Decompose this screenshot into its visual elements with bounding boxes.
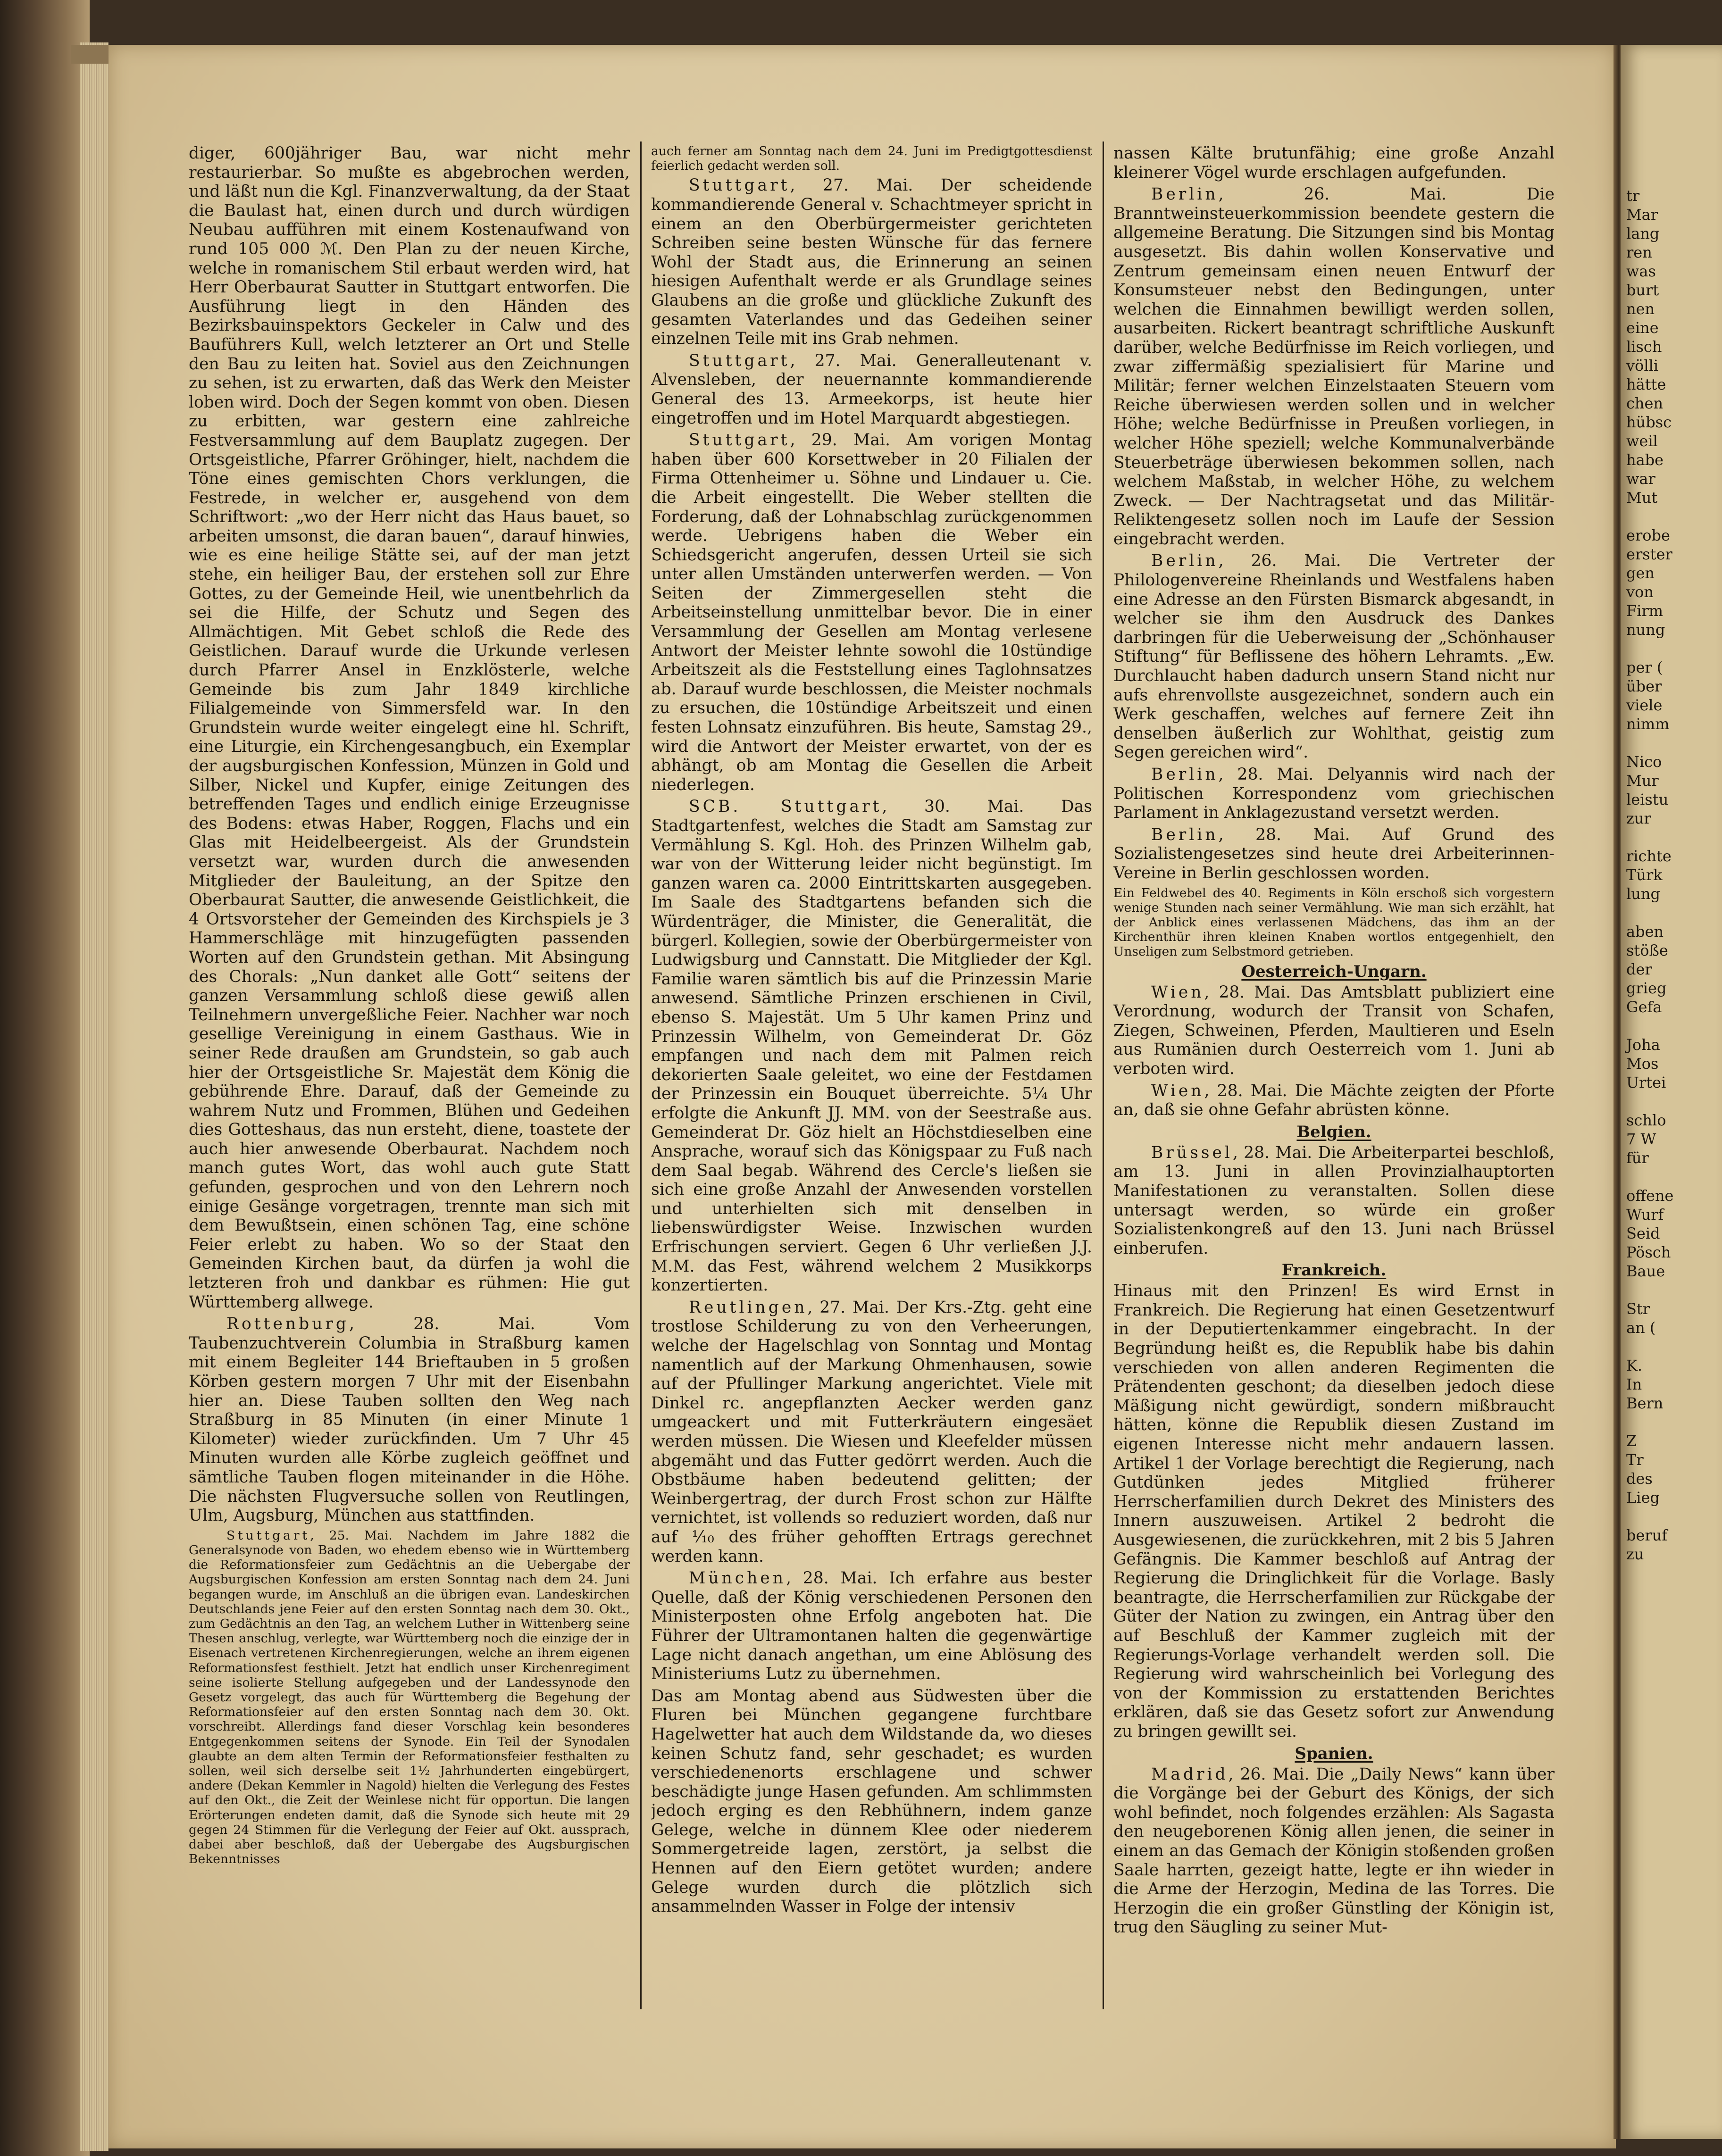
section-heading: Belgien. xyxy=(1296,1122,1371,1141)
article-paragraph xyxy=(1113,551,1555,762)
dateline: Wien xyxy=(1151,982,1204,1002)
next-page-line xyxy=(1626,1507,1673,1526)
dateline: Reutlingen xyxy=(689,1298,808,1317)
next-page-line xyxy=(1626,1337,1673,1356)
next-page-line: Nico xyxy=(1626,753,1662,771)
article-paragraph xyxy=(651,176,1092,348)
next-page-line: eine xyxy=(1626,319,1659,337)
next-page-line: tr xyxy=(1626,187,1640,205)
next-page-line: war xyxy=(1626,470,1655,488)
next-page-line: erster xyxy=(1626,545,1672,563)
article-text: , 26. Mai. Die „Daily News“ kann über die Vorgänge bei der Geburt des Königs, der sich wohl befindet, noch folgendes erzählen: Als Sagasta den neugeborenen König allen jenen, die seiner in einem an das Gemach der Königin stoßenden großen Saale harrten, gezeigt hatte, legte er ihn wieder in die Arme der Herzogin, Medina de las Torres. Die Herzogin die ein großer Günstling der Königin ist, trug den Säugling zu seiner Mut- xyxy=(1113,1765,1555,1937)
article-paragraph xyxy=(1113,1282,1555,1741)
article-text: diger, 600jähriger Bau, war nicht mehr restaurierbar. So mußte es abgebrochen werden, und läßt nun die Kgl. Finanzverwaltung, da der Staat die Baulast hat, einen durch und durch würdigen Neubau aufführen mit einem Kostenaufwand von rund 105 000 ℳ. Den Plan zu der neuen Kirche, welche in romanischem Stil erbaut werden wird, hat Herr Oberbaurat Sautter in Stuttgart entworfen. Die Ausführung liegt in den Händen des Bezirksbauinspektors Geckeler in Calw und des Bauführers Kull, welch letzterer an Ort und Stelle den Bau zu leiten hat. Soviel aus den Zeichnungen zu sehen, ist zu erwarten, daß das Werk den Meister loben wird. Doch der Segen kommt von oben. Diesen zu erbitten, war gestern eine zahlreiche Festversammlung auf dem Bauplatz zugegen. Der Ortsgeistliche, Pfarrer Gröhinger, hielt, nachdem die Töne eines gemischten Chors verklungen, die Festrede, in welcher er, ausgehend von dem Schriftwort: „wo der Herr nicht das Haus bauet, so arbeiten umsonst, die daran bauen“, darauf hinwies, wie es eine heilige Stätte sei, auf der man jetzt stehe, ein heiliger Bau, der erstehen soll zur Ehre Gottes, zu der Gemeinde Heil, wie unentbehrlich da sei die Hilfe, der Schutz und Segen des Allmächtigen. Mit Gebet schloß die Rede des Geistlichen. Darauf wurde die Urkunde verlesen durch Pfarrer Ansel in Enzklösterle, welche Gemeinde bis zum Jahr 1849 kirchliche Filialgemeinde von Simmersfeld war. In den Grundstein wurde weiter eingelegt eine hl. Schrift, eine Liturgie, ein Kirchengesangbuch, ein Exemplar der augsburgischen Konfession, Münzen in Gold und Silber, Nickel und Kupfer, einige Zeitungen des betreffenden Tages und endlich einige Erzeugnisse des Bodens: etwas Haber, Roggen, Flachs und ein Glas mit Heidelbeergeist. Als der Grundstein versetzt war, wurden durch die anwesenden Mitglieder der Bauleitung, an der Spitze den Oberbaurat Sautter, die anwesende Geistlichkeit, die 4 Ortsvorsteher der Gemeinden des Kirchspiels je 3 Hammerschläge mit hinzugefügten passenden Worten auf den Grundstein gethan. Mit Absingung des Chorals: „Nun danket alle Gott“ seitens der ganzen Versammlung schloß diese gewiß allen Teilnehmern unvergeßliche Feier. Nachher war noch gesellige Vereinigung in einem Gasthaus. Wie in seiner Rede draußen am Grundstein, so gab auch hier der Ortsgeistliche Sr. Majestät dem König die gebührende Ehre. Darauf, daß der Gemeinde zu wahrem Nutz und Frommen, Blühen und Gedeihen dies Gotteshaus, das nun ersteht, diene, toastete der auch hier anwesende Oberbaurat. Nachdem noch manch gutes Wort, das wohl auch gute Statt gefunden, gesprochen und von den Lehrern noch einige Gesänge vorgetragen, trennte man sich mit dem Bewußtsein, einen schönen Tag, eine schöne Feier erlebt zu haben. Wo so der Staat den Gemeinden Kirchen baut, da dürfen ja wohl die letzteren froh und dankbar es rühmen: Hie gut Württemberg allwege. xyxy=(189,144,630,1312)
next-page-line: burt xyxy=(1626,281,1659,299)
next-page-line: Baue xyxy=(1626,1262,1665,1280)
next-page-line: des xyxy=(1626,1470,1653,1488)
page-stack-edge xyxy=(80,42,109,2151)
article-paragraph xyxy=(1113,1765,1555,1937)
dateline: Madrid xyxy=(1151,1765,1229,1784)
article-text: , 26. Mai. Die Branntweinsteuerkommission beendete gestern die allgemeine Beratung. Die Sitzungen sind bis Montag ausgesetzt. Bis dahin wollen Konservative und Zentrum gemeinsam einen neuen Entwurf der Konsumsteuer nebst den Bedingungen, unter welchen die Einnahmen bewilligt werden sollen, ausarbeiten. Rickert beantragt schriftliche Auskunft darüber, welche Bedürfnisse im Reich vorliegen, und zwar ziffermäßig spezialisiert für Marine und Militär; ferner welchen Einzelstaaten Steuern vom Reiche überwiesen werden sollen und in welcher Höhe; welche Bedürfnisse in Preußen vorliegen, in welcher Höhe speziell; welche Kommunalverbände Steuerbeträge überwiesen bekommen sollen, nach welchem Maßstab, in welcher Höhe, zu welchem Zweck. — Der Nachtragsetat und das Militär-Reliktengesetz sollen noch im Laufe der Session eingebracht werden. xyxy=(1113,185,1555,549)
article-paragraph xyxy=(651,1569,1092,1684)
next-page-line: lisch xyxy=(1626,338,1662,356)
article-text: , 27. Mai. Der scheidende kommandierende General v. Schachtmeyer spricht in einem an den Oberbürgermeister gerichteten Schreiben seine besten Wünsche für das fernere Wohl der Stadt aus, die Erinnerung an seinen hiesigen Aufenthalt werde er als Grundlage seines Glaubens an die große und glückliche Zukunft des gesamten Vaterlandes und das Gedeihen seiner einzelnen Teile mit ins Grab nehmen. xyxy=(651,176,1092,349)
next-page-line: für xyxy=(1626,1149,1649,1167)
article-text: , 28. Mai. Vom Taubenzuchtverein Columbia in Straßburg kamen mit einem Begleiter 144 Brieftauben in 5 großen Körben gestern morgen 7 Uhr mit der Eisenbahn hier an. Diese Tauben sollten den Weg nach Straßburg in 85 Minuten (in einer Minute 1 Kilometer) wieder zurückfinden. Um 7 Uhr 45 Minuten wurden alle Körbe zugleich geöffnet und sämtliche Tauben flogen miteinander in die Höhe. Die nächsten Flugversuche sollen von Reutlingen, Ulm, Augsburg, München aus stattfinden. xyxy=(189,1315,630,1525)
next-page-line xyxy=(1626,1413,1673,1432)
next-page-line: Tr xyxy=(1626,1451,1644,1469)
article-paragraph xyxy=(1113,1143,1555,1258)
dateline: München xyxy=(689,1569,786,1588)
article-text: , 26. Mai. Die Vertreter der Philologenvereine Rheinlands und Westfalens haben eine Adresse an den Fürsten Bismarck abgesandt, in welcher sie ihm den Ausdruck des Dankes darbringen für die Ueberweisung der „Schönhauser Stiftung“ für Beflissene des höhern Lehramts. „Ew. Durchlaucht haben dadurch unsern Stand nicht nur aufs ehrenvollste ausgezeichnet, sondern auch ein Werk geschaffen, welches auf fernere Zeit ihn denselben äußerlich zur Wohlthat, geistig zum Segen gereichen wird“. xyxy=(1113,551,1555,762)
next-page-line: Türk xyxy=(1626,866,1663,884)
article-paragraph xyxy=(1113,983,1555,1079)
article-text: nassen Kälte brutunfähig; eine große Anzahl kleinerer Vögel wurde erschlagen aufgefunden. xyxy=(1113,144,1555,182)
next-page-line: Wurf xyxy=(1626,1206,1664,1224)
article-text: , 28. Mai. Die Arbeiterpartei beschloß, am 13. Juni in allen Provinzialhauptorten Manifestationen zu veranstalten. Sollen diese untersagt werden, so würde ein großer Sozialistenkongreß auf den 13. Juni nach Brüssel einberufen. xyxy=(1113,1143,1555,1258)
next-page-fragment xyxy=(1621,45,1722,2139)
article-paragraph xyxy=(189,144,630,1312)
next-page-line: Urtei xyxy=(1626,1074,1666,1091)
next-page-line: nimm xyxy=(1626,715,1670,733)
column-rule-1 xyxy=(640,142,642,2009)
dateline: Stuttgart xyxy=(689,351,790,370)
dateline: Berlin xyxy=(1151,825,1219,844)
article-paragraph xyxy=(651,1687,1092,1916)
section-heading: Frankreich. xyxy=(1281,1261,1387,1280)
column-3 xyxy=(1113,144,1555,2007)
next-page-line: über xyxy=(1626,677,1662,695)
book-binding xyxy=(0,0,90,2156)
article-text: Das am Montag abend aus Südwesten über die Fluren bei München gegangene furchtbare Hagelwetter hat auch dem Wildstande da, wo dieses keinen Schutz fand, sehr geschadet; es wurden verschiedenenorts erschlagene und schwer beschädigte junge Hasen gefunden. Am schlimmsten jedoch erging es den Rebhühnern, indem ganze Gelege, welche in dünnem Klee oder niederem Sommergetreide lagen, zerstört, ja selbst die Hennen auf den Eiern getötet wurden; andere Gelege wurden durch die plötzlich sich ansammelnden Wasser in Folge der intensiv xyxy=(651,1686,1092,1916)
column-2 xyxy=(651,144,1092,2007)
next-page-line: beruf xyxy=(1626,1526,1668,1544)
next-page-line: aben xyxy=(1626,923,1664,941)
section-heading: Spanien. xyxy=(1295,1744,1373,1763)
next-page-line: was xyxy=(1626,262,1656,280)
dateline: Stuttgart xyxy=(689,431,790,450)
article-paragraph xyxy=(651,1298,1092,1566)
next-page-line: per ( xyxy=(1626,658,1663,676)
dateline: Berlin xyxy=(1151,185,1219,204)
next-page-line: habe xyxy=(1626,451,1664,469)
next-page-line: weil xyxy=(1626,432,1658,450)
section-heading: Oesterreich-Ungarn. xyxy=(1241,962,1427,981)
next-page-line: nen xyxy=(1626,300,1655,318)
next-page-line xyxy=(1626,1281,1673,1299)
article-text: , 27. Mai. Generalleutenant v. Alvensleben, der neuernannte kommandierende General des 13. Armeekorps, ist heute hier eingetroffen und im Hotel Marquardt abgestiegen. xyxy=(651,351,1092,428)
next-page-line: erobe xyxy=(1626,526,1670,544)
next-page-line: chen xyxy=(1626,394,1663,412)
next-page-line xyxy=(1626,639,1673,658)
article-paragraph xyxy=(651,797,1092,1295)
next-page-line: hübsc xyxy=(1626,413,1672,431)
next-page-line xyxy=(1626,1167,1673,1186)
next-page-line: Mur xyxy=(1626,772,1659,790)
dateline: Brüssel xyxy=(1151,1143,1233,1162)
next-page-line: der xyxy=(1626,960,1652,978)
next-page-line xyxy=(1626,1016,1673,1035)
article-text: , 28. Mai. Auf Grund des Sozialistengesetzes sind heute drei Arbeiterinnen-Vereine in Berlin geschlossen worden. xyxy=(1113,825,1555,882)
article-paragraph xyxy=(651,144,1092,173)
dateline: Berlin xyxy=(1151,551,1219,571)
article-paragraph xyxy=(1113,765,1555,823)
dateline: Stuttgart xyxy=(226,1528,310,1543)
next-page-line: Z xyxy=(1626,1432,1637,1450)
next-page-line: Pösch xyxy=(1626,1243,1671,1261)
next-page-line: richte xyxy=(1626,847,1672,865)
next-page-line: grieg xyxy=(1626,979,1667,997)
next-page-line xyxy=(1626,1092,1673,1111)
next-page-line: viele xyxy=(1626,696,1663,714)
next-page-line: Lieg xyxy=(1626,1489,1660,1507)
next-page-line: zu xyxy=(1626,1545,1644,1563)
next-page-line: ren xyxy=(1626,243,1652,261)
article-text: , 28. Mai. Ich erfahre aus bester Quelle, daß der König verschiedenen Personen den Ministerposten ohne Erfolg angeboten hat. Die Führer der Ultramontanen halten die gegenwärtige Lage nicht danach angethan, um eine Ablösung des Ministeriums Lutz zu übernehmen. xyxy=(651,1569,1092,1684)
article-text: , 28. Mai. Delyannis wird nach der Politischen Korrespondenz vom griechischen Parlament in Anklagezustand versetzt werden. xyxy=(1113,765,1555,823)
next-page-line: 7 W xyxy=(1626,1130,1656,1148)
dateline: SCB. Stuttgart xyxy=(689,797,882,816)
article-paragraph xyxy=(651,351,1092,428)
article-paragraph xyxy=(189,1315,630,1525)
article-paragraph xyxy=(1113,144,1555,182)
next-page-text xyxy=(1626,186,1673,1564)
article-text: Hinaus mit den Prinzen! Es wird Ernst in Frankreich. Die Regierung hat einen Gesetzentwurf in der Deputiertenkammer eingebracht. In der Begründung heißt es, die Republik habe bis dahin verschieden von allen anderen Regimenten die Prätendenten geschont; da dieselben jedoch diese Mäßigung nicht gewürdigt, sondern mißbraucht hätten, könne die Republik diesen Zustand im eigenen Interesse nicht mehr andauern lassen. Artikel 1 der Vorlage berechtigt die Regierung, nach Gutdünken jedes Mitglied früherer Herrscherfamilien durch Dekret des Ministers des Innern auszuweisen. Artikel 2 bedroht die Ausgewiesenen, die zurückkehren, mit 2 bis 5 Jahren Gefängnis. Die Kammer beschloß auf Antrag der Regierung die Dringlichkeit für die Vorlage. Basly beantragte, die Herrscherfamilien zur Rückgabe der Güter der Nation zu zwingen, ein Antrag über den auf Beschluß der Kammer zugleich mit der Regierungs-Vorlage verhandelt werden soll. Die Regierung wird wahrscheinlich bei Vorlegung des von der Kommission zu erstattenden Berichtes erklären, daß sie das Gesetz sofort zur Anwendung zu bringen gewillt sei. xyxy=(1113,1282,1555,1741)
next-page-line: K. xyxy=(1626,1357,1643,1374)
article-text: , 25. Mai. Nachdem im Jahre 1882 die Generalsynode von Baden, wo ehedem ebenso wie in Württemberg die Reformationsfeier zum Gedächtnis an die Uebergabe der Augsburgischen Konfession am ersten Sonntag nach dem 24. Juni begangen wurde, im Anschluß an die übrigen evan. Landeskirchen Deutschlands jene Feier auf den ersten Sonntag nach dem 30. Okt., zum Gedächtnis an den Tag, an welchem Luther in Wittenberg seine Thesen anschlug, verlegte, war Württemberg noch die einzige der in Eisenach vertretenen Kirchenregierungen, welche an ihrem eigenen Reformationsfest festhielt. Jetzt hat endlich unser Kirchenregiment seine isolierte Stellung aufgegeben und der Landessynode den Gesetz vorgelegt, das auch für Württemberg die Begehung der Reformationsfeier auf den ersten Sonntag nach dem 30. Okt. vorschreibt. Allerdings fand dieser Vorschlag kein besonderes Entgegenkommen seitens der Synode. Ein Teil der Synodalen glaubte an dem alten Termin der Reformationsfeier festhalten zu sollen, weil sich derselbe seit 1½ Jahrhunderten eingebürgert, andere (Dekan Kemmler in Nagold) hielten die Verlegung des Festes auf den Okt., die Zeit der Weinlese nicht für opportun. Die langen Erörterungen endeten damit, daß die Synode sich heute mit 29 gegen 24 Stimmen für die Verlegung der Feier auf Okt. aussprach, dabei aber beschloß, daß der Uebergabe des Augsburgischen Bekenntnisses xyxy=(189,1528,630,1867)
article-paragraph xyxy=(1113,185,1555,549)
next-page-line: Bern xyxy=(1626,1394,1663,1412)
column-rule-2 xyxy=(1103,142,1104,2009)
next-page-line: lang xyxy=(1626,225,1660,242)
next-page-line: Str xyxy=(1626,1300,1650,1318)
next-page-line: In xyxy=(1626,1375,1642,1393)
next-page-line: stöße xyxy=(1626,941,1668,959)
article-text: , 28. Mai. Das Amtsblatt publiziert eine Verordnung, wodurch der Transit von Schafen, Ziegen, Schweinen, Pferden, Maultieren und Eseln aus Rumänien durch Oesterreich vom 1. Juni ab verboten wird. xyxy=(1113,982,1555,1078)
dateline: Rottenburg xyxy=(226,1315,349,1334)
dateline: Stuttgart xyxy=(689,176,790,195)
next-page-line: gen xyxy=(1626,564,1655,582)
next-page-line: nung xyxy=(1626,621,1665,639)
article-paragraph xyxy=(1113,825,1555,883)
next-page-line: hätte xyxy=(1626,375,1666,393)
next-page-line: zur xyxy=(1626,809,1651,827)
next-page-line: Mar xyxy=(1626,206,1658,224)
next-page-line: Gefa xyxy=(1626,998,1662,1016)
next-page-line: Seid xyxy=(1626,1224,1660,1242)
article-text: , 27. Mai. Der Krs.-Ztg. geht eine trostlose Schilderung zu von den Verheerungen, welche der Hagelschlag von Sonntag und Montag namentlich auf der Markung Ohmenhausen, sowie auf der Pfullinger Markung angerichtet. Viele mit Dinkel rc. angepflanzten Aecker werden ganz umgeackert und mit Futterkräutern eingesäet werden müssen. Die Wiesen und Kleefelder müssen abgemäht und das Futter gedörrt werden. Auch die Obstbäume haben bedeutend gelitten; der Weinbergertrag, der durch Frost schon zur Hälfte vernichtet, ist vollends so reduziert worden, daß nur auf ⅟₁₀ des früher gehofften Ertrags gerechnet werden kann. xyxy=(651,1298,1092,1566)
dateline: Wien xyxy=(1151,1081,1204,1100)
next-page-line: Mos xyxy=(1626,1055,1659,1073)
article-paragraph xyxy=(189,1528,630,1867)
next-page-line: an ( xyxy=(1626,1319,1656,1337)
next-page-line xyxy=(1626,507,1673,526)
next-page-line: schlo xyxy=(1626,1111,1666,1129)
article-text: , 29. Mai. Am vorigen Montag haben über 600 Korsettweber in 20 Filialen der Firma Ottenheimer u. Söhne und Lindauer u. Cie. die Arbeit eingestellt. Die Weber stellten die Forderung, daß der Lohnabschlag zurückgenommen werde. Uebrigens haben die Weber ein Schiedsgericht angerufen, dessen Urteil sie sich unter allen Umständen unterwerfen werden. — Von Seiten der Zimmergesellen steht die Arbeitseinstellung unmittelbar bevor. Die in einer Versammlung der Gesellen am Montag verlesene Antwort der Meister lehnte sowohl die 10stündige Arbeitszeit als die Feststellung eines Taglohnsatzes ab. Darauf wurde beschlossen, die Meister nochmals zu ersuchen, die 10stündige Arbeitszeit und einen festen Lohnsatz einzuführen. Bis heute, Samstag 29., wird die Antwort der Meister erwartet, von der es abhängt, ob am Montag die Gesellen die Arbeit niederlegen. xyxy=(651,431,1092,794)
next-page-line: Joha xyxy=(1626,1036,1660,1054)
article-text: , 30. Mai. Das Stadtgartenfest, welches die Stadt am Samstag zur Vermählung S. Kgl. Hoh. des Prinzen Wilhelm gab, war von der Witterung leider nicht begünstigt. Im ganzen waren ca. 2000 Eintrittskarten ausgegeben. Im Saale des Stadtgartens befanden sich die Würdenträger, die Minister, die Generalität, die bürgerl. Kollegien, sowie der Oberbürgermeister von Ludwigsburg und Cannstatt. Die Mitglieder der Kgl. Familie waren sämtlich bis auf die Prinzessin Marie anwesend. Sämtliche Prinzen erschienen in Civil, ebenso S. Majestät. Um 5 Uhr kamen Prinz und Prinzessin Wilhelm, von Gemeinderat Dr. Göz empfangen und nach dem mit Palmen reich dekorierten Saale geleitet, wo eine der Festdamen der Prinzessin ein Bouquet überreichte. 5¼ Uhr erfolgte die Ankunft JJ. MM. von der Seestraße aus. Gemeinderat Dr. Göz hielt an Höchstdieselben eine Ansprache, worauf sich das Königspaar zu Fuß nach dem Saal begab. Während des Cercle's ließen sie sich eine große Anzahl der Anwesenden vorstellen und unterhielten sich mit denselben in liebenswürdigster Weise. Inzwischen wurden Erfrischungen serviert. Gegen 6 Uhr verließen J.J. M.M. das Fest, während welchem 2 Musikkorps konzertierten. xyxy=(651,797,1092,1295)
article-paragraph xyxy=(1113,1082,1555,1120)
next-page-line: Firm xyxy=(1626,602,1663,620)
article-paragraph xyxy=(1113,886,1555,959)
article-text: auch ferner am Sonntag nach dem 24. Juni im Predigtgottesdienst feierlich gedacht werden soll. xyxy=(651,144,1092,174)
next-page-line: offene xyxy=(1626,1187,1674,1205)
next-page-line: leistu xyxy=(1626,791,1669,808)
next-page-line: von xyxy=(1626,583,1654,601)
next-page-line: völli xyxy=(1626,357,1659,375)
next-page-line xyxy=(1626,903,1673,922)
article-text: Ein Feldwebel des 40. Regiments in Köln erschoß sich vorgestern wenige Stunden nach seiner Vermählung. Wie man sich erzählt, hat der Anblick eines verlassenen Mädchens, das ihm an der Kirchenthür ihren kleinen Knaben wortlos entgegenhielt, den Unseligen zum Selbstmord getrieben. xyxy=(1113,885,1555,959)
column-1 xyxy=(189,144,630,1917)
article-text: , 28. Mai. Die Mächte zeigten der Pforte an, daß sie ohne Gefahr abrüsten könne. xyxy=(1113,1081,1555,1120)
next-page-line xyxy=(1626,828,1673,847)
next-page-line: Mut xyxy=(1626,489,1658,507)
dateline: Berlin xyxy=(1151,765,1219,784)
article-paragraph xyxy=(651,431,1092,794)
next-page-line xyxy=(1626,733,1673,752)
next-page-line: lung xyxy=(1626,885,1660,903)
